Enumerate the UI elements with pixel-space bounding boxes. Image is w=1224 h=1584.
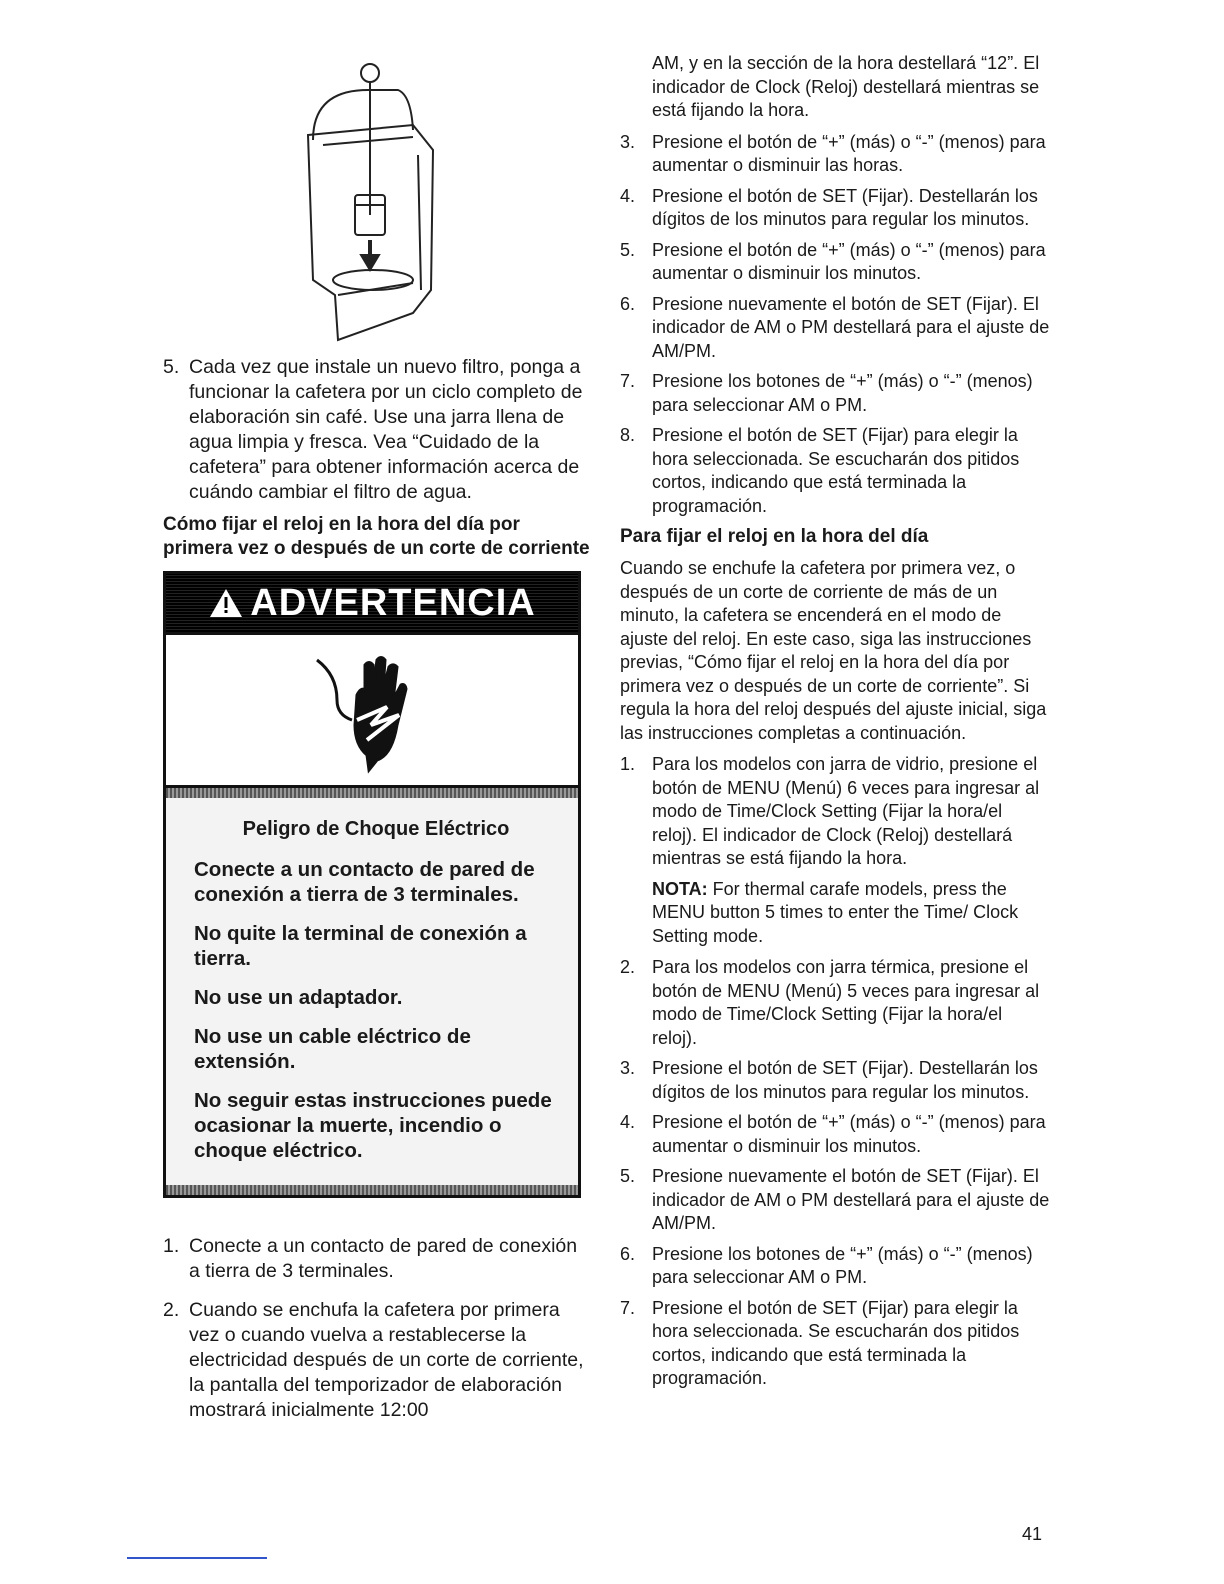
step-8 (620, 424, 1050, 518)
warning-body (166, 798, 578, 1185)
right-column (620, 52, 1050, 1398)
section-heading-first-time: Cómo fijar el reloj en la hora del día por primera vez o después de un corte de corriente (163, 514, 590, 559)
step-4-minutes (620, 1111, 1050, 1158)
step-number: 5. (163, 356, 180, 378)
step-number: 4. (620, 185, 636, 206)
step-text: Presione el botón de “+” (más) o “-” (menos) para aumentar o disminuir los minutos. (652, 1112, 1046, 1156)
filter-holder-image (163, 55, 591, 355)
left-column (163, 55, 591, 1431)
step-text: Presione el botón de “+” (más) o “-” (menos) para aumentar o disminuir las horas. (652, 131, 1046, 175)
step-number: 6. (620, 1243, 636, 1264)
step-text: Cada vez que instale un nuevo filtro, ponga a funcionar la cafetera por un ciclo completo de elaboración sin café. Use una jarra llena de agua limpia y fresca. Vea “Cuidado de la cafetera” para obtener información acerca de cuándo cambiar el filtro de agua. (189, 356, 583, 503)
step-3-set (620, 1057, 1050, 1104)
warning-line: No quite la terminal de conexión a tierra. (194, 922, 527, 970)
step-1-glass-carafe (620, 753, 1050, 871)
step-7 (620, 370, 1050, 417)
step-5-ampm (620, 1165, 1050, 1236)
step-4 (620, 185, 1050, 232)
step-text: Presione nuevamente el botón de SET (Fijar). El indicador de AM o PM destellará para el ajuste de AM/PM. (652, 293, 1050, 361)
step-text: Presione el botón de SET (Fijar). Destellarán los dígitos de los minutos para regular los minutos. (652, 185, 1038, 229)
footer-rule (127, 1557, 267, 1559)
warning-line: No use un adaptador. (194, 986, 403, 1009)
step-number: 3. (620, 1058, 636, 1078)
step-text: Presione el botón de “+” (más) o “-” (menos) para aumentar o disminuir los minutos. (652, 239, 1046, 283)
step-7-confirm (620, 1297, 1050, 1391)
warning-title: Peligro de Choque Eléctrico (242, 818, 510, 840)
continued-text: AM, y en la sección de la hora destellará “12”. El indicador de Clock (Reloj) destellará mientras se está fijando la hora. (652, 53, 1040, 120)
note-label: NOTA: (652, 878, 708, 899)
page-number: 41 (1022, 1524, 1043, 1544)
step-text: Conecte a un contacto de pared de conexión a tierra de 3 terminales. (189, 1235, 578, 1282)
section-heading-clock: Para fijar el reloj en la hora del día (620, 526, 929, 547)
note-thermal-carafe (620, 878, 1050, 949)
step-2-display (163, 1298, 591, 1423)
step-text: Para los modelos con jarra térmica, presione el botón de MENU (Menú) 5 veces para ingresar al modo de Time/Clock Setting (Fijar la hora/el reloj). (652, 957, 1040, 1048)
warning-divider (166, 788, 578, 798)
step-text: Cuando se enchufa la cafetera por primera vez o cuando vuelva a restablecerse la electricidad después de un corte de corriente, la pantalla del temporizador de elaboración mostrará inicialmente 12:00 (189, 1299, 584, 1421)
water-filter-illustration (163, 55, 591, 355)
step-5-new-filter (163, 355, 591, 505)
note-text: For thermal carafe models, press the MENU button 5 times to enter the Time/ Clock Setting mode. (652, 878, 1019, 946)
warning-banner-text: ADVERTENCIA (250, 581, 536, 624)
step-number: 3. (620, 131, 636, 152)
step-5 (620, 239, 1050, 286)
step-text: Presione el botón de SET (Fijar). Destellarán los dígitos de los minutos para regular los minutos. (652, 1058, 1038, 1102)
step-number: 5. (620, 239, 636, 260)
warning-line: No use un cable eléctrico de extensión. (194, 1025, 471, 1073)
warning-banner (166, 574, 578, 632)
step-text: Presione nuevamente el botón de SET (Fijar). El indicador de AM o PM destellará para el ajuste de AM/PM. (652, 1166, 1050, 1233)
warning-line: Conecte a un contacto de pared de conexión a tierra de 3 terminales. (194, 858, 535, 906)
step-number: 7. (620, 371, 636, 391)
step-number: 8. (620, 425, 636, 445)
step-6-select (620, 1243, 1050, 1290)
warning-bottom-band (166, 1185, 578, 1195)
step-number: 2. (620, 957, 636, 977)
warning-box (163, 571, 581, 1198)
warning-triangle-icon (208, 587, 244, 619)
intro-paragraph: Cuando se enchufe la cafetera por primera vez, o después de un corte de corriente de más de un minuto, la cafetera se encenderá en el modo de ajuste del reloj. En este caso, siga las instrucciones previas, “Cómo fijar el reloj en la hora del día por primera vez o después de un corte de corriente”. Si regula la hora del reloj después del ajuste inicial, siga las instrucciones completas a continuación. (620, 558, 1047, 743)
step-text: Para los modelos con jarra de vidrio, presione el botón de MENU (Menú) 6 veces para ingresar al modo de Time/Clock Setting (Fijar la hora/el reloj). El indicador de Clock (Reloj) destellará mientras se está fijando la hora. (652, 754, 1040, 868)
electric-shock-hand-icon (307, 645, 437, 775)
step-text: Presione el botón de SET (Fijar) para elegir la hora seleccionada. Se escucharán dos pitidos cortos, indicando que está terminada la programación. (652, 1297, 1020, 1388)
step-6 (620, 293, 1050, 364)
shock-hazard-pictogram (166, 632, 578, 788)
step-2-thermal (620, 956, 1050, 1050)
step-number: 4. (620, 1112, 636, 1132)
step-number: 1. (163, 1235, 180, 1257)
step-number: 1. (620, 754, 636, 774)
step-text: Presione los botones de “+” (más) o “-” (menos) para seleccionar AM o PM. (652, 371, 1033, 415)
step-number: 5. (620, 1166, 636, 1186)
step-number: 2. (163, 1299, 180, 1321)
step-number: 6. (620, 293, 636, 314)
step-3 (620, 131, 1050, 178)
step-text: Presione el botón de SET (Fijar) para elegir la hora seleccionada. Se escucharán dos pitidos cortos, indicando que está terminada la programación. (652, 425, 1020, 516)
step-1-plug-in (163, 1234, 591, 1284)
step-number: 7. (620, 1297, 636, 1318)
warning-line: No seguir estas instrucciones puede ocasionar la muerte, incendio o choque eléctrico. (194, 1089, 552, 1162)
step-text: Presione los botones de “+” (más) o “-” (menos) para seleccionar AM o PM. (652, 1243, 1033, 1287)
